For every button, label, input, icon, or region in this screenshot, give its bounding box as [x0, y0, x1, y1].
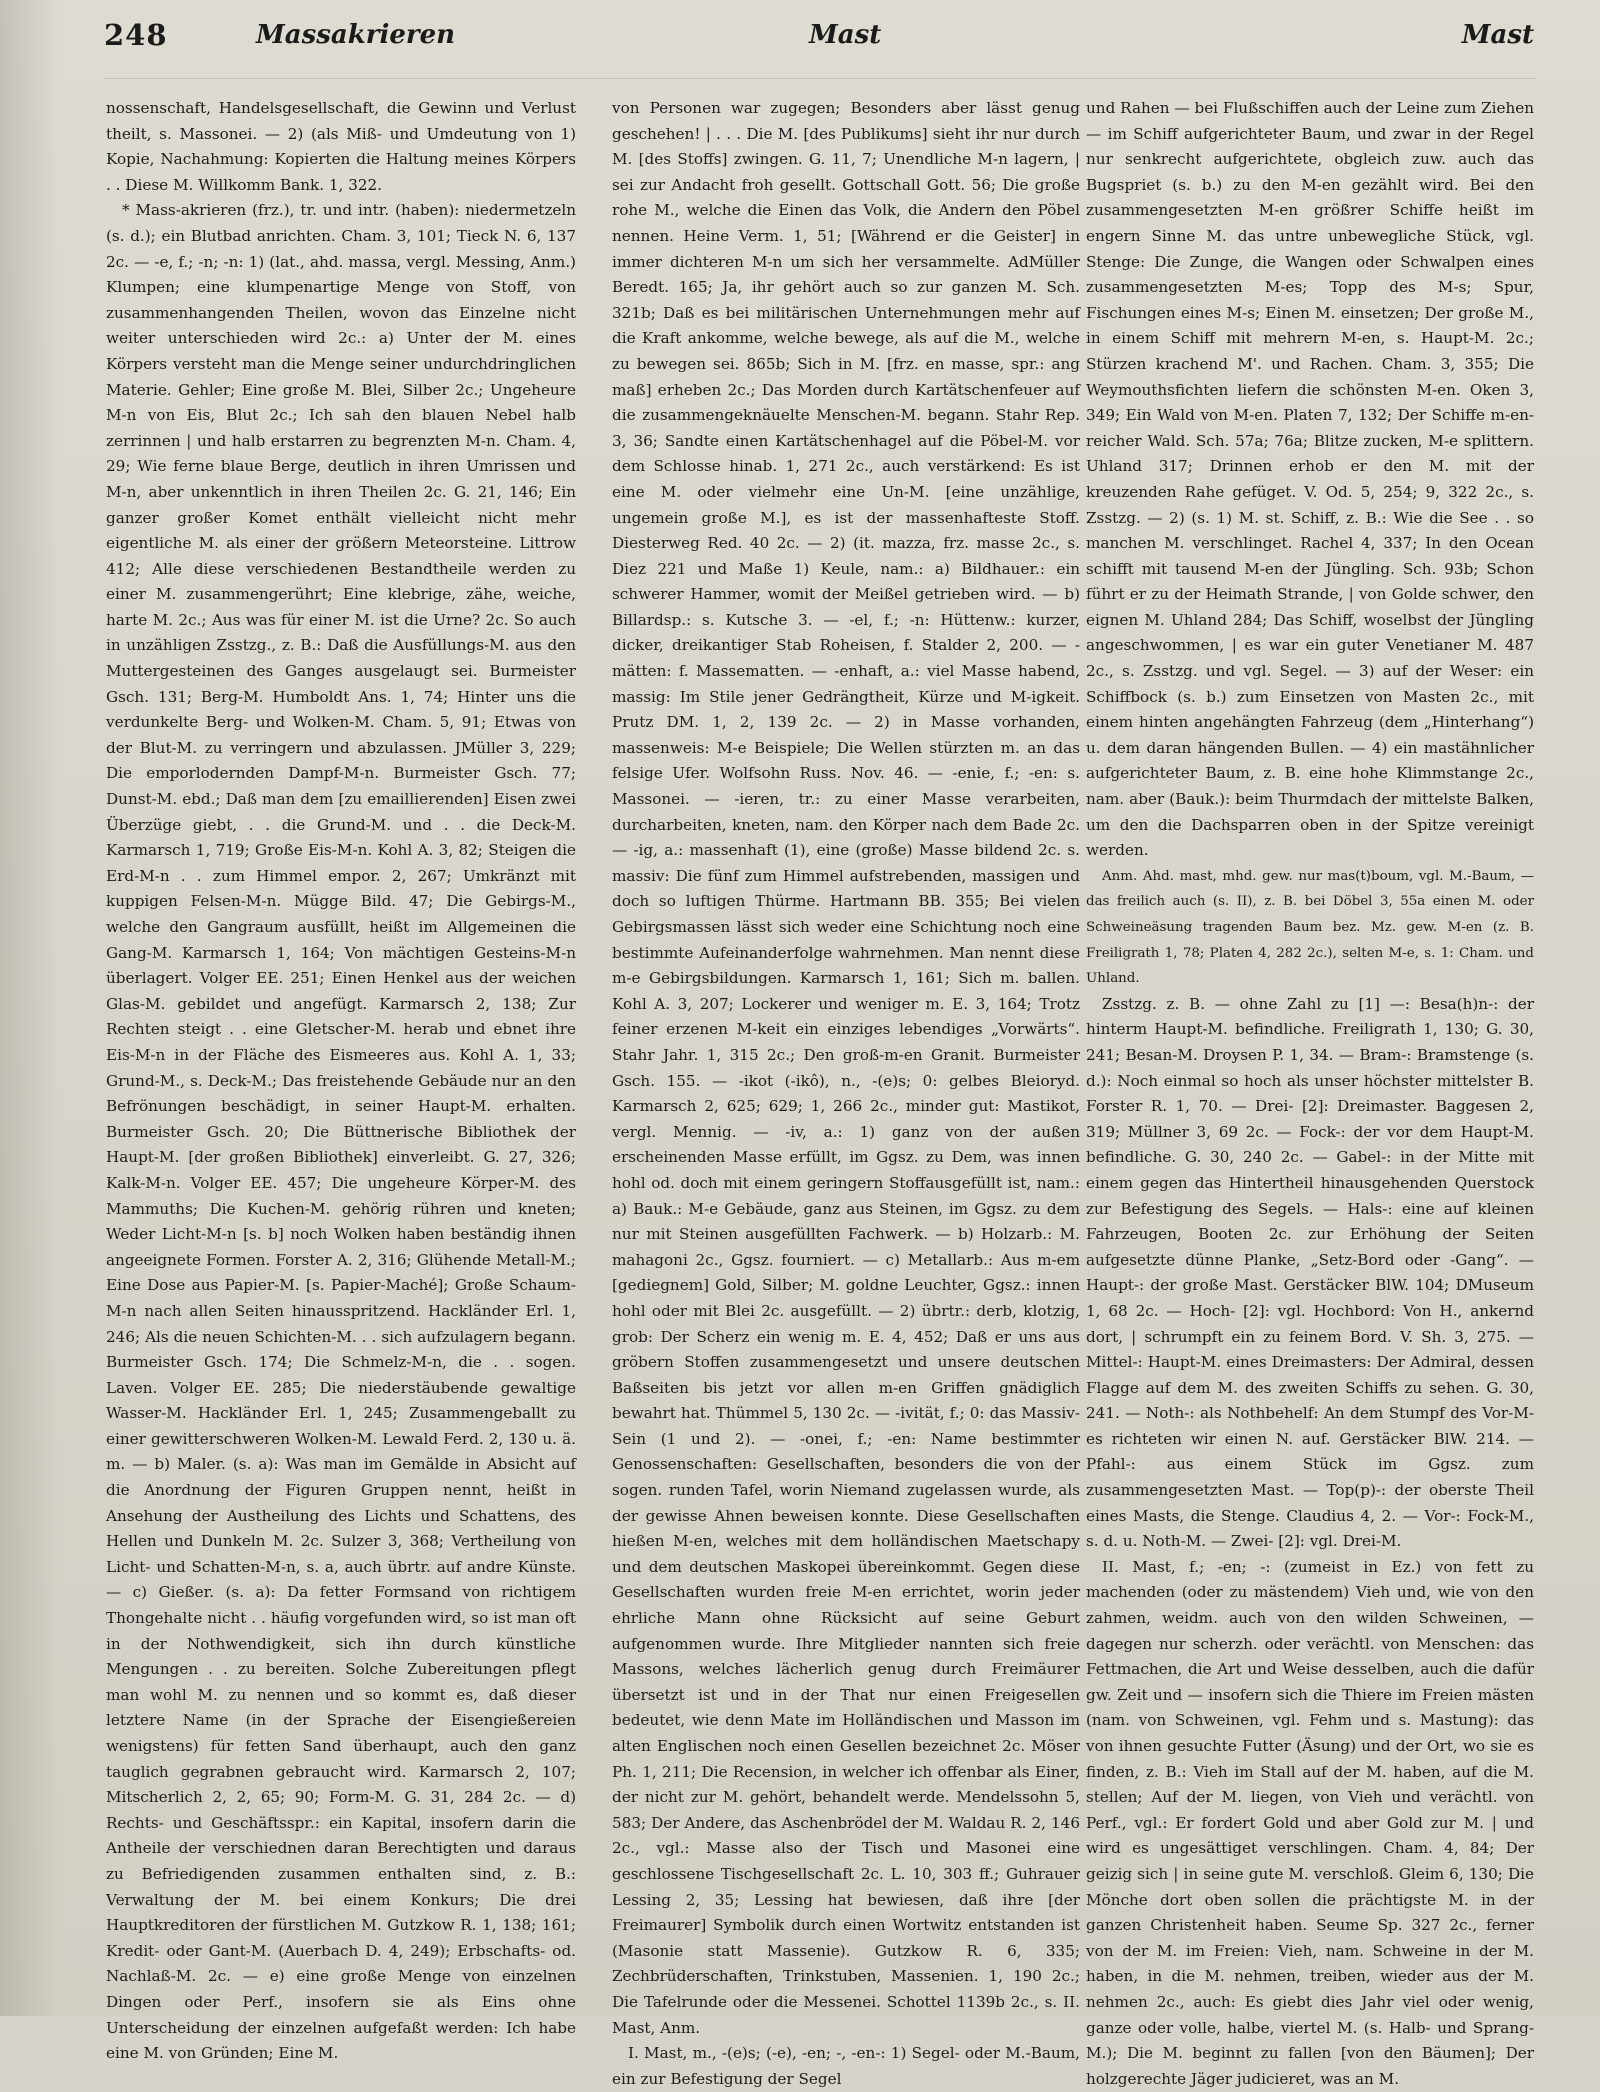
- page-header: [104, 18, 1534, 74]
- paragraph: I. Mast, m., -(e)s; (-e), -en; -, -en-: 1) Segel- oder M.-Baum, ein zur Befestigung der Segel: [612, 2044, 1080, 2088]
- page-shadow: [0, 0, 60, 2016]
- paragraph: Zsstzg. z. B. — ohne Zahl zu [1] —: Besa(h)n-: der hinterm Haupt-M. befindliche. Freiligrath 1, 130; G. 30, 241; Besan-M. Droysen P. 1, 34. — Bram-: Bramstenge (s. d.): Noch einmal so hoch als unser höchster mittelster B. Forster R. 1, 70. — Drei- [2]: Dreimaster. Baggesen 2, 319; Müllner 3, 69 2c. — Fock-: der vor dem Haupt-M. befindliche. G. 30, 240 2c. — Gabel-: in der Mitte mit einem gegen das Hintertheil hinausgehenden Querstock zur Befestigung des Segels. — Hals-: eine auf kleinen Fahrzeugen, Booten 2c. zur Erhöhung der Seiten aufgesetzte dünne Planke, „Setz-Bord oder -Gang“. — Haupt-: der große Mast. Gerstäcker BlW. 104; DMuseum 1, 68 2c. — Hoch- [2]: vgl. Hochbord: Von H., ankernd dort, | schrumpft ein zu feinem Bord. V. Sh. 3, 275. — Mittel-: Haupt-M. eines Dreimasters: Der Admiral, dessen Flagge auf dem M. des zweiten Schiffs zu sehen. G. 30, 241. — Noth-: als Nothbehelf: An dem Stumpf des Vor-M-es richteten wir einen N. auf. Gerstäcker BlW. 214. — Pfahl-: aus einem Stück im Ggsz. zum zusammengesetzten Mast. — Top(p)-: der oberste Theil eines Masts, die Stenge. Claudius 4, 2. — Vor-: Fock-M., s. d. u. Noth-M. — Zwei- [2]: vgl. Drei-M.: [1086, 994, 1534, 1551]
- running-head-center: Mast: [809, 20, 882, 50]
- text-column-2: [612, 96, 1080, 2088]
- paragraph: und Rahen — bei Flußschiffen auch der Leine zum Ziehen — im Schiff aufgerichteter Baum, und zwar in der Regel nur senkrecht aufgerichtete, obgleich zuw. auch das Bugspriet (s. b.) zu den M-en gezählt wird. Bei den zusammengesetzten M-en größrer Schiffe heißt im engern Sinne M. das untre unbewegliche Stück, vgl. Stenge: Die Zunge, die Wangen oder Schwalpen eines zusammengesetzten M-es; Topp des M-s; Spur, Fischungen eines M-s; Einen M. einsetzen; Der große M., in einem Schiff mit mehrern M-en, s. Haupt-M. 2c.; Stürzen krachend M'. und Rachen. Cham. 3, 355; Die Weymouthsfichten liefern die schönsten M-en. Oken 3, 349; Ein Wald von M-en. Platen 7, 132; Der Schiffe m-en-reicher Wald. Sch. 57a; 76a; Blitze zucken, M-e splittern. Uhland 317; Drinnen erhob er den M. mit der kreuzenden Rahe gefüget. V. Od. 5, 254; 9, 322 2c., s. Zsstzg. — 2) (s. 1) M. st. Schiff, z. B.: Wie die See . . so manchen M. verschlinget. Rachel 4, 337; In den Ocean schifft mit tausend M-en der Jüngling. Sch. 93b; Schon führt er zu der Heimath Strande, | von Golde schwer, den eignen M. Uhland 284; Das Schiff, woselbst der Jüngling angeschwommen, | es war ein guter Venetianer M. 487 2c., s. Zsstzg. und vgl. Segel. — 3) auf der Weser: ein Schiffbock (s. b.) zum Einsetzen von Masten 2c., mit einem hinten angehängten Fahrzeug (dem „Hinterhang“) u. dem daran hängenden Bullen. — 4) ein mastähnlicher aufgerichteter Baum, z. B. eine hohe Klimmstange 2c., nam. aber (Bauk.): beim Thurmdach der mittelste Balken, um den die Dachsparren oben in der Spitze vereinigt werden.: [1086, 99, 1534, 860]
- header-rule: [104, 78, 1536, 79]
- running-head-left: Massakrieren: [256, 20, 456, 50]
- running-head-right: Mast: [1461, 20, 1534, 50]
- paragraph: * Mass-akrieren (frz.), tr. und intr. (haben): niedermetzeln (s. d.); ein Blutbad anrichten. Cham. 3, 101; Tieck N. 6, 137 2c. — -e, f.; -n; -n: 1) (lat., ahd. massa, vergl. Messing, Anm.) Klumpen; eine klumpenartige Menge von Stoff, von zusammenhangenden Theilen, wovon das Einzelne nicht weiter unterschieden wird 2c.: a) Unter der M. eines Körpers versteht man die Menge seiner undurchdringlichen Materie. Gehler; Eine große M. Blei, Silber 2c.; Ungeheure M-n von Eis, Blut 2c.; Ich sah den blauen Nebel halb zerrinnen | und halb erstarren zu begrenzten M-n. Cham. 4, 29; Wie ferne blaue Berge, deutlich in ihren Umrissen und M-n, aber unkenntlich in ihren Theilen 2c. G. 21, 146; Ein ganzer großer Komet enthält vielleicht nicht mehr eigentliche M. als einer der größern Meteorsteine. Littrow 412; Alle diese verschiedenen Bestandtheile werden zu einer M. zusammengerührt; Eine klebrige, zähe, weiche, harte M. 2c.; Aus was für einer M. ist die Urne? 2c. So auch in unzähligen Zsstzg., z. B.: Daß die Ausfüllungs-M. aus den Muttergesteinen des Ganges ausgelaugt sei. Burmeister Gsch. 131; Berg-M. Humboldt Ans. 1, 74; Hinter uns die verdunkelte Berg- und Wolken-M. Cham. 5, 91; Etwas von der Blut-M. zu verringern und abzulassen. JMüller 3, 229; Die emporlodernden Dampf-M-n. Burmeister Gsch. 77; Dunst-M. ebd.; Daß man dem [zu emaillierenden] Eisen zwei Überzüge giebt, . . die Grund-M. und . . die Deck-M. Karmarsch 1, 719; Große Eis-M-n. Kohl A. 3, 82; Steigen die Erd-M-n . . zum Himmel empor. 2, 267; Umkränzt mit kuppigen Felsen-M-n. Mügge Bild. 47; Die Gebirgs-M., welche den Gangraum ausfüllt, heißt im Allgemeinen die Gang-M. Karmarsch 1, 164; Von mächtigen Gesteins-M-n überlagert. Volger EE. 251; Einen Henkel aus der weichen Glas-M. gebildet und angefügt. Karmarsch 2, 138; Zur Rechten steigt . . eine Gletscher-M. herab und ebnet ihre Eis-M-n in der Fläche des Eismeeres aus. Kohl A. 1, 33; Grund-M., s. Deck-M.; Das freistehende Gebäude nur an den Befrönungen beschädigt, in seiner Haupt-M. erhalten. Burmeister Gsch. 20; Die Büttnerische Bibliothek der Haupt-M. [der großen Bibliothek] einverleibt. G. 27, 326; Kalk-M-n. Volger EE. 457; Die ungeheure Körper-M. des Mammuths; Die Kuchen-M. gehörig rühren und kneten; Weder Licht-M-n [s. b] noch Wolken haben beständig ihnen angeeignete Formen. Forster A. 2, 316; Glühende Metall-M.; Eine Dose aus Papier-M. [s. Papier-Maché]; Große Schaum-M-n nach allen Seiten hinausspritzend. Hackländer Erl. 1, 246; Als die neuen Schichten-M. . . sich aufzulagern begann. Burmeister Gsch. 174; Die Schmelz-M-n, die . . sogen. Laven. Volger EE. 285; Die niederstäubende gewaltige Wasser-M. Hackländer Erl. 1, 245; Zusammengeballt zu einer gewitterschweren Wolken-M. Lewald Ferd. 2, 130 u. ä. m. — b) Maler. (s. a): Was man im Gemälde in Absicht auf die Anordnung der Figuren Gruppen nennt, heißt in Ansehung der Austheilung des Lichts und Schattens, des Hellen und Dunkeln M. 2c. Sulzer 3, 368; Vertheilung von Licht- und Schatten-M-n, s. a, auch übrtr. auf andre Künste. — c) Gießer. (s. a): Da fetter Formsand von richtigem Thongehalte nicht . . häufig vorgefunden wird, so ist man oft in der Nothwendigkeit, sich ihn durch künstliche Mengungen . . zu bereiten. Solche Zubereitungen pflegt man wohl M. zu nennen und so kommt es, daß dieser letztere Name (in der Sprache der Eisengießereien wenigstens) für fetten Sand überhaupt, auch den ganz tauglich gegrabnen gebraucht wird. Karmarsch 2, 107; Mitscherlich 2, 2, 65; 90; Form-M. G. 31, 284 2c. — d) Rechts- und Geschäftsspr.: ein Kapital, insofern darin die Antheile der verschiednen daran Berechtigten und daraus zu Befriedigenden zusammen enthalten sind, z. B.: Verwaltung der M. bei einem Konkurs; Die drei Hauptkreditoren der fürstlichen M. Gutzkow R. 1, 138; 161; Kredit- oder Gant-M. (Auerbach D. 4, 249); Erbschafts- od. Nachlaß-M. 2c. — e) eine große Menge von einzelnen Dingen oder Perf., insofern sie als Eins ohne Unterscheidung der einzelnen aufgefaßt werden: Ich habe eine M. von Gründen; Eine M.: [106, 201, 576, 2063]
- annotation-paragraph: Anm. Ahd. mast, mhd. gew. nur mas(t)boum, vgl. M.-Baum, — das freilich auch (s. II), z. B. bei Döbel 3, 55a einen M. oder Schweineäsung tragenden Baum bez. Mz. gew. M-en (z. B. Freiligrath 1, 78; Platen 4, 282 2c.), selten M-e, s. 1: Cham. und Uhland.: [1086, 868, 1534, 987]
- text-column-3: [1086, 96, 1534, 2088]
- paragraph: II. Mast, f.; -en; -: (zumeist in Ez.) von fett zu machenden (oder zu mästendem) Vieh und, wie von den zahmen, weidm. auch von den wilden Schweinen, — dagegen nur scherzh. oder verächtl. von Menschen: das Fettmachen, die Art und Weise desselben, auch die dafür gw. Zeit und — insofern sich die Thiere im Freien mästen (nam. von Schweinen, vgl. Fehm und s. Mastung): das von ihnen gesuchte Futter (Äsung) und der Ort, wo sie es finden, z. B.: Vieh im Stall auf der M. haben, auf die M. stellen; Auf der M. liegen, von Vieh und verächtl. von Perf., vgl.: Er fordert Gold und aber Gold zur M. | und wird es ungesättiget verschlingen. Cham. 4, 84; Der geizig sich | in seine gute M. verschloß. Gleim 6, 130; Die Mönche dort oben sollen die prächtigste M. in der ganzen Christenheit haben. Seume Sp. 327 2c., ferner von der M. im Freien: Vieh, nam. Schweine in der M. haben, in die M. nehmen, treiben, wieder aus der M. nehmen 2c., auch: Es giebt dies Jahr viel oder wenig, ganze oder volle, halbe, viertel M. (s. Halb- und Sprang-M.); Die M. beginnt zu fallen [von den Bäumen]; Der holzgerechte Jäger judicieret, was an M.: [1086, 1557, 1534, 2088]
- paragraph: nossenschaft, Handelsgesellschaft, die Gewinn und Verlust theilt, s. Massonei. — 2) (als Miß- und Umdeutung von 1) Kopie, Nachahmung: Kopierten die Haltung meines Körpers . . Diese M. Willkomm Bank. 1, 322.: [106, 99, 576, 194]
- paragraph: von Personen war zugegen; Besonders aber lässt genug geschehen! | . . . Die M. [des Publikums] sieht ihr nur durch M. [des Stoffs] zwingen. G. 11, 7; Unendliche M-n lagern, | sei zur Andacht froh gesellt. Gottschall Gott. 56; Die große rohe M., welche die Einen das Volk, die Andern den Pöbel nennen. Heine Verm. 1, 51; [Während er die Geister] in immer dichteren M-n um sich her versammelte. AdMüller Beredt. 165; Ja, ihr gehört auch so zur ganzen M. Sch. 321b; Daß es bei militärischen Unternehmungen mehr auf die Kraft ankomme, welche bewege, als auf die M., welche zu bewegen sei. 865b; Sich in M. [frz. en masse, spr.: ang maß] erheben 2c.; Das Morden durch Kartätschenfeuer auf die zusammengeknäuelte Menschen-M. begann. Stahr Rep. 3, 36; Sandte einen Kartätschenhagel auf die Pöbel-M. vor dem Schlosse hinab. 1, 271 2c., auch verstärkend: Es ist eine M. oder vielmehr eine Un-M. [eine unzählige, ungemein große M.], es ist der massenhafteste Stoff. Diesterweg Red. 40 2c. — 2) (it. mazza, frz. masse 2c., s. Diez 221 und Maße 1) Keule, nam.: a) Bildhauer.: ein schwerer Hammer, womit der Meißel getrieben wird. — b) Billardsp.: s. Kutsche 3. — -el, f.; -n: Hüttenw.: kurzer, dicker, dreikantiger Stab Roheisen, f. Stalder 2, 200. — -mätten: f. Massematten. — -enhaft, a.: viel Masse habend, massig: Im Stile jener Gedrängtheit, Kürze und M-igkeit. Prutz DM. 1, 2, 139 2c. — 2) in Masse vorhanden, massenweis: M-e Beispiele; Die Wellen stürzten m. an das felsige Ufer. Wolfsohn Russ. Nov. 46. — -enie, f.; -en: s. Massonei. — -ieren, tr.: zu einer Masse verarbeiten, durcharbeiten, kneten, nam. den Körper nach dem Bade 2c. — -ig, a.: massenhaft (1), eine (große) Masse bildend 2c. s. massiv: Die fünf zum Himmel aufstrebenden, massigen und doch so luftigen Thürme. Hartmann BB. 355; Bei vielen Gebirgsmassen lässt sich weder eine Schichtung noch eine bestimmte Aufeinanderfolge wahrnehmen. Man nennt diese m-e Gebirgsbildungen. Karmarsch 1, 161; Sich m. ballen. Kohl A. 3, 207; Lockerer und weniger m. E. 3, 164; Trotz feiner erzenen M-keit ein einziges lebendiges „Vorwärts“. Stahr Jahr. 1, 315 2c.; Den groß-m-en Granit. Burmeister Gsch. 155. — -ikot (-ikô), n., -(e)s; 0: gelbes Bleioryd. Karmarsch 2, 625; 629; 1, 266 2c., minder gut: Mastikot, vergl. Mennig. — -iv, a.: 1) ganz von der außen erscheinenden Masse erfüllt, im Ggsz. zu Dem, was innen hohl od. doch mit einem geringern Stoffausgefüllt ist, nam.: a) Bauk.: M-e Gebäude, ganz aus Steinen, im Ggsz. zu dem nur mit Steinen ausgefüllten Fachwerk. — b) Holzarb.: M. mahagoni 2c., Ggsz. fourniert. — c) Metallarb.: Aus m-em [gediegnem] Gold, Silber; M. goldne Leuchter, Ggsz.: innen hohl oder mit Blei 2c. ausgefüllt. — 2) übrtr.: derb, klotzig, grob: Der Scherz ein wenig m. E. 4, 452; Daß er uns aus gröbern Stoffen zusammengesetzt und unsere deutschen Baßseiten bis jetzt vor allen m-en Griffen gnädiglich bewahrt hat. Thümmel 5, 130 2c. — -ivität, f.; 0: das Massiv-Sein (1 und 2). — -onei, f.; -en: Name bestimmter Genossenschaften: Gesellschaften, besonders die von der sogen. runden Tafel, worin Niemand zugelassen wurde, als der gewisse Ahnen beweisen konnte. Diese Gesellschaften hießen M-en, welches mit dem holländischen Maetschapy und dem deutschen Maskopei übereinkommt. Gegen diese Gesellschaften wurden freie M-en errichtet, worin jeder ehrliche Mann ohne Rücksicht auf seine Geburt aufgenommen wurde. Ihre Mitglieder nannten sich freie Massons, welches lächerlich genug durch Freimäurer übersetzt ist und in der That nur einen Freigesellen bedeutet, wie denn Mate im Holländischen und Masson im alten Englischen noch einen Gesellen bezeichnet 2c. Möser Ph. 1, 211; Die Recension, in welcher ich offenbar als Einer, der nicht zur M. gehört, behandelt werde. Mendelssohn 5, 583; Der Andere, das Aschenbrödel der M. Waldau R. 2, 146 2c., vgl.: Masse also der Tisch und Masonei eine geschlossene Tischgesellschaft 2c. L. 10, 303 ff.; Guhrauer Lessing 2, 35; Lessing hat bewiesen, daß ihre [der Freimaurer] Symbolik durch einen Wortwitz entstanden ist (Masonie statt Massenie). Gutzkow R. 6, 335; Zechbrüderschaften, Trinkstuben, Massenien. 1, 190 2c.; Die Tafelrunde oder die Messenei. Schottel 1139b 2c., s. II. Mast, Anm.: [612, 99, 1080, 2037]
- page-number: 248: [104, 18, 168, 52]
- text-column-1: [106, 96, 576, 2063]
